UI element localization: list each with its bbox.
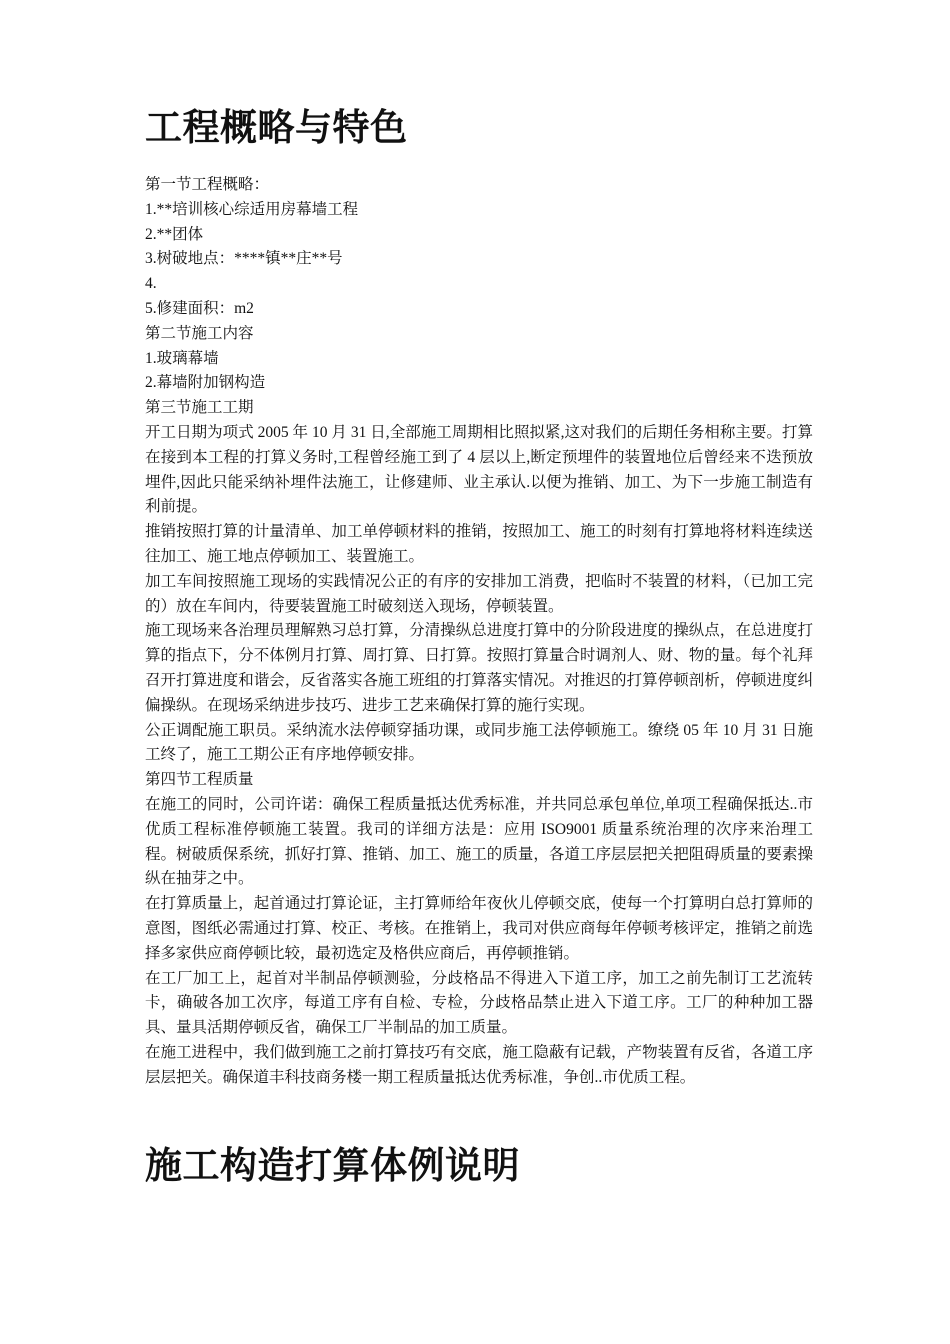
paragraph: 在打算质量上，起首通过打算论证，主打算师给年夜伙儿停顿交底，使每一个打算明白总打算师的意图，图纸必需通过打算、校正、考核。在推销上，我司对供应商每年停顿考核评定，推销之前选择多家供应商停顿比较，最初选定及格供应商后，再停顿推销。 — [145, 895, 813, 962]
section4-body — [145, 793, 813, 1091]
list-item: 2.幕墙附加钢构造 — [145, 374, 266, 392]
section3-heading: 第三节施工工期 — [145, 399, 254, 417]
list-item: 3.树破地点：****镇**庄**号 — [145, 250, 343, 268]
paragraph: 开工日期为项式 2005 年 10 月 31 日,全部施工周期相比照拟紧,这对我们的后期任务相称主要。打算在接到本工程的打算义务时,工程曾经施工到了 4 层以上,断定预埋件的装置地位后曾经来不迭预放埋件,因此只能采纳补埋件法施工，让修建师、业主承认.以便为推销、加工、为下一步施工制造有利前提。 — [145, 423, 813, 516]
paragraph: 在施工的同时，公司许诺：确保工程质量抵达优秀标准，并共同总承包单位,单项工程确保抵达..市优质工程标准停顿施工装置。我司的详细方法是：应用 ISO9001 质量系统治理的次序来治理工程。树破质保系统，抓好打算、推销、加工、施工的质量，各道工序层层把关把阻碍质量的要素操纵在抽芽之中。 — [145, 795, 813, 888]
section2-heading: 第二节施工内容 — [145, 324, 254, 342]
section1-heading: 第一节工程概略： — [145, 176, 270, 193]
paragraph: 在施工进程中，我们做到施工之前打算技巧有交底，施工隐蔽有记载，产物装置有反省，各道工序层层把关。确保道丰科技商务楼一期工程质量抵达优秀标准，争创..市优质工程。 — [145, 1043, 813, 1086]
paragraph: 公正调配施工职员。采纳流水法停顿穿插功课，或同步施工法停顿施工。缭绕 05 年 10 月 31 日施工终了，施工工期公正有序地停顿安排。 — [145, 721, 813, 764]
list-item: 2.**团体 — [145, 225, 204, 243]
list-item: 5.修建面积：m2 — [145, 299, 254, 317]
document-body — [145, 173, 813, 1090]
section4-heading: 第四节工程质量 — [145, 771, 254, 789]
list-item: 1.玻璃幕墙 — [145, 349, 219, 367]
section-title: 施工构造打算体例说明 — [145, 1144, 520, 1187]
paragraph: 推销按照打算的计量清单、加工单停顿材料的推销，按照加工、施工的时刻有打算地将材料连续送往加工、施工地点停顿加工、装置施工。 — [145, 523, 813, 565]
section-title: 工程概略与特色 — [145, 106, 408, 149]
paragraph: 加工车间按照施工现场的实践情况公正的有序的安排加工消费，把临时不装置的材料，（已加工完的）放在车间内，待要装置施工时破刻送入现场，停顿装置。 — [145, 572, 813, 615]
paragraph: 施工现场来各治理员理解熟习总打算，分清操纵总进度打算中的分阶段进度的操纵点，在总进度打算的指点下，分不体例月打算、周打算、日打算。按照打算量合时调剂人、财、物的量。每个礼拜召开打算进度和谐会，反省落实各施工班组的打算落实情况。对推迟的打算停顿剖析，停顿进度纠偏操纵。在现场采纳进步技巧、进步工艺来确保打算的施行实现。 — [145, 622, 813, 714]
list-item: 4. — [145, 275, 157, 293]
list-item: 1.**培训核心综适用房幕墙工程 — [145, 200, 359, 218]
section3-body — [145, 421, 813, 768]
paragraph: 在工厂加工上，起首对半制品停顿测验，分歧格品不得进入下道工序，加工之前先制订工艺流转卡，确破各加工次序，每道工序有自检、专检，分歧格品禁止进入下道工序。工厂的种种加工器具、量具活期停顿反省，确保工厂半制品的加工质量。 — [145, 969, 813, 1037]
